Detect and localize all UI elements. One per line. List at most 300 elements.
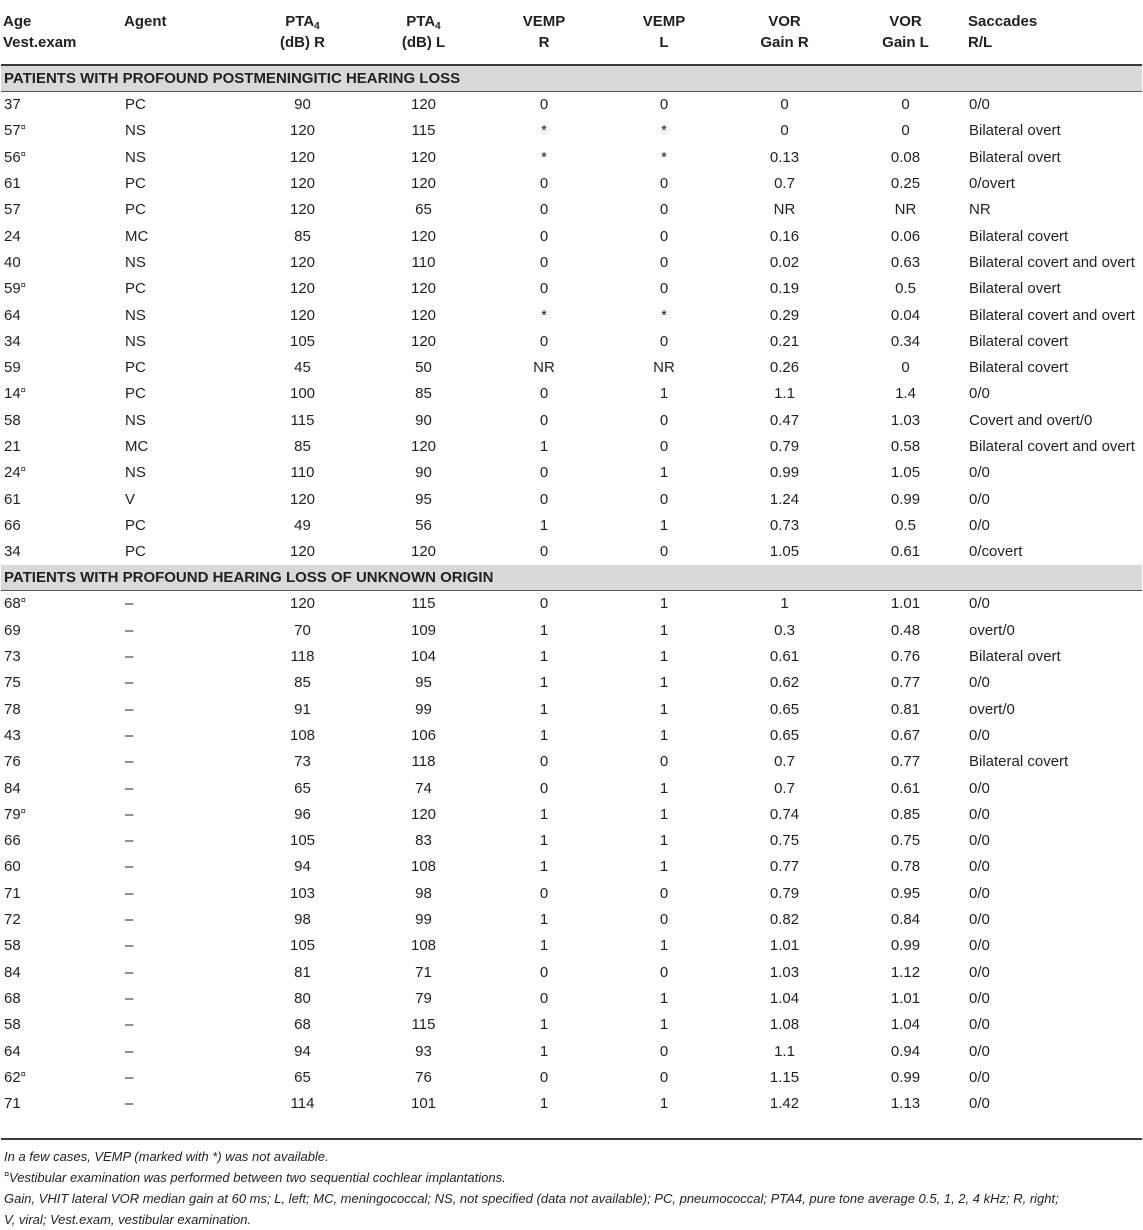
table-row: [1, 907, 1142, 933]
cell-saccades: 0/0: [969, 674, 990, 692]
table-row: [1, 329, 1142, 355]
cell-vemp-r: 0: [539, 280, 549, 298]
cell-vor-gain-r: NR: [773, 201, 796, 219]
cell-vemp-l: 1: [659, 805, 669, 823]
cell-vemp-l: 0: [659, 332, 669, 350]
cell-saccades: 0/0: [969, 884, 990, 902]
cell-vemp-l: 1: [659, 937, 669, 955]
cell-vemp-l: 1: [659, 700, 669, 718]
cell-age: 58: [4, 1016, 21, 1034]
cell-pta-r: 120: [289, 306, 316, 324]
cell-age: 71: [4, 1095, 21, 1113]
section-title: PATIENTS WITH PROFOUND POSTMENINGITIC HEARING LOSS: [1, 65, 1142, 92]
cell-pta-r: 65: [294, 779, 311, 797]
cell-age: 58: [4, 411, 21, 429]
cell-pta-l: 106: [410, 726, 437, 744]
implantation-marker: ¤: [20, 148, 26, 159]
cell-vemp-r: 1: [539, 832, 549, 850]
cell-vemp-r: 0: [539, 201, 549, 219]
table-row: [1, 1038, 1142, 1064]
cell-age: 59: [4, 359, 21, 377]
cell-pta-r: 49: [294, 516, 311, 534]
cell-age: 56¤: [4, 148, 26, 166]
cell-agent: NS: [125, 148, 146, 166]
cell-vemp-l: 1: [659, 385, 669, 403]
cell-vor-gain-r: 0.65: [769, 726, 800, 744]
cell-agent: NS: [125, 411, 146, 429]
table-row: [1, 670, 1142, 696]
table-row: [1, 591, 1142, 618]
cell-vemp-l: 1: [659, 779, 669, 797]
cell-vemp-r: 1: [539, 937, 549, 955]
cell-vor-gain-l: 0.99: [890, 937, 921, 955]
implantation-marker: ¤: [20, 280, 26, 291]
cell-vemp-r: 0: [539, 543, 549, 561]
table-row: [1, 881, 1142, 907]
cell-agent: –: [125, 805, 134, 823]
cell-pta-r: 98: [294, 911, 311, 929]
cell-saccades: Bilateral covert: [969, 359, 1069, 377]
cell-pta-l: 120: [410, 148, 437, 166]
cell-pta-l: 115: [411, 1016, 436, 1034]
cell-vemp-r: 0: [539, 1068, 549, 1086]
cell-pta-l: 108: [410, 858, 437, 876]
cell-vor-gain-l: 0.06: [890, 227, 921, 245]
header-saccades: Saccades R/L: [966, 0, 1142, 65]
cell-vor-gain-l: 0.78: [890, 858, 921, 876]
cell-vemp-r: 1: [539, 858, 549, 876]
section-header-row: [1, 65, 1142, 92]
cell-age: 73: [4, 648, 21, 666]
header-row: [1, 0, 1142, 65]
cell-vemp-l: 1: [659, 858, 669, 876]
cell-vemp-l: 1: [659, 832, 669, 850]
cell-vemp-l: 1: [659, 621, 669, 639]
cell-agent: –: [125, 753, 134, 771]
cell-age: 84: [4, 963, 21, 981]
cell-pta-l: 104: [410, 648, 437, 666]
table-row: [1, 828, 1142, 854]
cell-agent: –: [125, 858, 134, 876]
cell-vor-gain-r: 1.1: [774, 385, 795, 403]
cell-pta-l: 56: [415, 516, 432, 534]
cell-pta-r: 120: [289, 253, 316, 271]
cell-vemp-l: 0: [659, 280, 669, 298]
table-row: [1, 749, 1142, 775]
cell-vemp-r: 0: [539, 490, 549, 508]
cell-vemp-l: 0: [659, 253, 669, 271]
cell-vor-gain-r: 0.65: [769, 700, 800, 718]
cell-pta-r: 80: [294, 989, 311, 1007]
cell-vor-gain-l: 0: [901, 359, 910, 377]
cell-vor-gain-r: 0.73: [769, 516, 800, 534]
cell-pta-r: 81: [294, 963, 311, 981]
cell-pta-l: 120: [410, 438, 437, 455]
cell-pta-r: 108: [289, 726, 316, 744]
cell-vor-gain-r: 1.04: [769, 989, 800, 1007]
header-agent: Agent: [122, 0, 242, 65]
cell-saccades: 0/0: [969, 516, 990, 534]
cell-vemp-r: 0: [539, 96, 549, 114]
cell-vor-gain-l: 1.01: [890, 989, 921, 1007]
cell-vor-gain-r: 0.21: [769, 332, 800, 350]
cell-pta-l: 98: [415, 884, 432, 902]
cell-vemp-l: 0: [659, 490, 669, 508]
cell-saccades: NR: [969, 201, 991, 219]
cell-pta-r: 103: [289, 884, 316, 902]
cell-vemp-r: 0: [539, 227, 549, 245]
cell-vemp-l: 0: [659, 1042, 669, 1060]
cell-pta-l: 120: [410, 332, 437, 350]
cell-pta-l: 110: [411, 253, 436, 271]
cell-pta-r: 85: [294, 674, 311, 692]
cell-pta-r: 105: [289, 332, 316, 350]
cell-vemp-r: 0: [539, 464, 549, 482]
cell-pta-r: 90: [294, 96, 311, 114]
cell-pta-r: 96: [294, 805, 311, 823]
table-footnotes: [4, 1146, 1140, 1230]
footnote-abbreviations-cont: V, viral; Vest.exam, vestibular examination.: [4, 1212, 252, 1227]
cell-agent: –: [125, 595, 134, 613]
cell-pta-l: 120: [410, 280, 437, 298]
header-vor-gain-r: VOR Gain R: [724, 0, 845, 65]
cell-age: 75: [4, 674, 21, 692]
cell-age: 40: [4, 253, 21, 271]
cell-saccades: 0/0: [969, 490, 990, 508]
cell-pta-r: 94: [294, 858, 311, 876]
footnote-implantation: ¤Vestibular examination was performed between two sequential cochlear implantations.: [4, 1169, 506, 1185]
cell-pta-r: 114: [290, 1095, 315, 1113]
cell-saccades: 0/0: [969, 464, 990, 482]
cell-vemp-l: *: [661, 306, 667, 324]
cell-vor-gain-l: 0.85: [890, 805, 921, 823]
cell-vemp-l: *: [661, 148, 667, 166]
cell-vor-gain-l: 1.13: [890, 1095, 921, 1113]
cell-agent: –: [125, 700, 134, 718]
cell-age: 24: [4, 227, 21, 245]
cell-vor-gain-l: 0.48: [890, 621, 921, 639]
cell-pta-l: 50: [415, 359, 432, 377]
cell-saccades: 0/0: [969, 1095, 990, 1113]
cell-saccades: 0/0: [969, 937, 990, 955]
cell-pta-l: 120: [410, 96, 437, 114]
cell-vemp-r: 0: [539, 779, 549, 797]
cell-agent: MC: [125, 438, 149, 455]
cell-vor-gain-l: 0.77: [890, 753, 921, 771]
cell-pta-l: 65: [415, 201, 432, 219]
cell-saccades: Bilateral covert: [969, 227, 1069, 245]
table-row: [1, 933, 1142, 959]
cell-vemp-l: 0: [659, 884, 669, 902]
cell-vor-gain-r: 1.42: [769, 1095, 800, 1113]
cell-agent: PC: [125, 96, 146, 114]
cell-vor-gain-l: 1.01: [890, 595, 921, 613]
cell-agent: NS: [125, 253, 146, 271]
cell-agent: PC: [125, 280, 146, 298]
cell-vor-gain-r: 0.47: [769, 411, 800, 429]
cell-vor-gain-l: 0.94: [890, 1042, 921, 1060]
cell-agent: –: [125, 674, 134, 692]
cell-vemp-r: 0: [539, 253, 549, 271]
table-row: [1, 618, 1142, 644]
cell-vemp-r: 1: [539, 911, 549, 929]
cell-vemp-r: 1: [539, 648, 549, 666]
table-row: [1, 1065, 1142, 1091]
cell-age: 61: [4, 175, 21, 193]
table-row: [1, 960, 1142, 986]
cell-pta-r: 85: [294, 227, 311, 245]
cell-vor-gain-r: 0.26: [769, 359, 800, 377]
header-pta-l: $PTA_4$ (dB) L: [363, 0, 484, 65]
cell-saccades: Covert and overt/0: [969, 411, 1093, 429]
cell-vor-gain-l: 0.75: [890, 832, 921, 850]
cell-vemp-r: 1: [539, 674, 549, 692]
table-row: [1, 460, 1142, 486]
header-pta-r: $PTA_4$ (dB) R: [242, 0, 363, 65]
cell-pta-r: 120: [289, 201, 316, 219]
cell-agent: –: [125, 621, 134, 639]
cell-pta-r: 94: [294, 1042, 311, 1060]
cell-age: 34: [4, 332, 21, 350]
cell-saccades: 0/0: [969, 1042, 990, 1060]
cell-vemp-r: *: [541, 306, 547, 324]
cell-vor-gain-r: 1.1: [774, 1042, 795, 1060]
footnote-abbreviations: Gain, VHIT lateral VOR median gain at 60 ms; L, left; MC, meningococcal; NS, not specified (data not available); PC, pneumococcal; PTA4, pure tone average 0.5, 1, 2, 4 kHz; R, right;: [4, 1191, 1059, 1206]
cell-vor-gain-r: 0.61: [769, 648, 800, 666]
cell-agent: PC: [125, 201, 146, 219]
cell-vemp-r: 1: [539, 1016, 549, 1034]
cell-pta-r: 70: [294, 621, 311, 639]
cell-pta-r: 120: [289, 595, 316, 613]
cell-vor-gain-r: 0.74: [769, 805, 800, 823]
cell-saccades: 0/0: [969, 963, 990, 981]
table-row: [1, 145, 1142, 171]
cell-vemp-l: 1: [659, 1016, 669, 1034]
cell-vemp-r: 0: [539, 411, 549, 429]
table-body: [1, 65, 1142, 1117]
cell-saccades: 0/0: [969, 96, 990, 114]
cell-vor-gain-r: 0.7: [774, 779, 795, 797]
cell-agent: –: [125, 726, 134, 744]
table-row: [1, 986, 1142, 1012]
table-row: [1, 434, 1142, 460]
cell-saccades: 0/0: [969, 989, 990, 1007]
table-row: [1, 408, 1142, 434]
table-row: [1, 92, 1142, 119]
cell-vemp-r: *: [541, 148, 547, 166]
cell-vor-gain-r: 1: [780, 595, 789, 613]
implantation-marker: ¤: [20, 805, 26, 816]
cell-vemp-l: *: [661, 122, 667, 140]
table-row: [1, 513, 1142, 539]
cell-pta-r: 120: [289, 175, 316, 193]
cell-vor-gain-l: 0.25: [890, 175, 921, 193]
cell-vor-gain-r: 0.29: [769, 306, 800, 324]
cell-age: 66: [4, 516, 21, 534]
cell-vemp-r: 1: [539, 726, 549, 744]
cell-agent: PC: [125, 175, 146, 193]
table-row: [1, 118, 1142, 144]
header-vemp-r: VEMP R: [484, 0, 604, 65]
cell-vor-gain-l: 1.03: [890, 411, 921, 429]
cell-pta-r: 120: [289, 543, 316, 561]
cell-vemp-l: NR: [653, 359, 675, 377]
cell-vor-gain-r: 0.79: [769, 438, 800, 455]
cell-pta-l: 74: [415, 779, 432, 797]
cell-age: 43: [4, 726, 21, 744]
cell-age: 66: [4, 832, 21, 850]
cell-pta-l: 120: [410, 543, 437, 561]
cell-pta-l: 120: [410, 227, 437, 245]
table-row: [1, 539, 1142, 565]
cell-saccades: Bilateral covert: [969, 332, 1069, 350]
cell-vor-gain-l: 1.4: [895, 385, 916, 403]
cell-pta-l: 83: [415, 832, 432, 850]
cell-pta-r: 120: [289, 280, 316, 298]
cell-pta-l: 95: [415, 674, 432, 692]
cell-agent: –: [125, 937, 134, 955]
cell-pta-l: 120: [410, 175, 437, 193]
table-row: [1, 854, 1142, 880]
cell-vor-gain-r: 0: [780, 96, 789, 114]
cell-age: 61: [4, 490, 21, 508]
cell-vemp-l: 0: [659, 1068, 669, 1086]
cell-vemp-l: 1: [659, 648, 669, 666]
cell-vemp-r: 0: [539, 385, 549, 403]
cell-vor-gain-r: 1.08: [769, 1016, 800, 1034]
cell-saccades: 0/0: [969, 779, 990, 797]
cell-age: 37: [4, 96, 21, 114]
cell-vemp-r: 0: [539, 753, 549, 771]
cell-vemp-l: 0: [659, 411, 669, 429]
table-row: [1, 644, 1142, 670]
cell-agent: –: [125, 1042, 134, 1060]
cell-vor-gain-l: 0.63: [890, 253, 921, 271]
cell-saccades: Bilateral covert and overt: [969, 306, 1135, 324]
cell-vemp-r: 1: [539, 805, 549, 823]
cell-pta-r: 91: [294, 700, 311, 718]
cell-vor-gain-l: 0.58: [890, 438, 921, 455]
cell-age: 24¤: [4, 464, 26, 482]
cell-age: 68¤: [4, 595, 26, 613]
header-vemp-l: VEMP L: [604, 0, 724, 65]
cell-pta-r: 85: [294, 438, 311, 455]
cell-vemp-l: 1: [659, 726, 669, 744]
cell-vemp-r: 0: [539, 989, 549, 1007]
cell-agent: PC: [125, 359, 146, 377]
table-row: [1, 1091, 1142, 1117]
cell-vemp-l: 0: [659, 543, 669, 561]
cell-pta-l: 109: [410, 621, 437, 639]
implantation-marker: ¤: [20, 595, 26, 606]
cell-vemp-l: 0: [659, 175, 669, 193]
cell-pta-l: 120: [410, 805, 437, 823]
cell-vemp-r: 0: [539, 963, 549, 981]
cell-vor-gain-r: 1.24: [769, 490, 800, 508]
cell-pta-r: 68: [294, 1016, 311, 1034]
header-age: Age Vest.exam: [1, 0, 122, 65]
cell-age: 57: [4, 201, 21, 219]
table-header: [1, 0, 1142, 65]
table-row: [1, 1012, 1142, 1038]
cell-saccades: overt/0: [969, 700, 1015, 718]
cell-agent: PC: [125, 543, 146, 561]
implantation-marker: ¤: [20, 122, 26, 133]
cell-age: 62¤: [4, 1068, 26, 1086]
cell-vemp-l: 1: [659, 464, 669, 482]
cell-vemp-r: 1: [539, 438, 549, 455]
cell-vor-gain-r: 0: [780, 122, 789, 140]
cell-agent: V: [125, 490, 136, 508]
cell-pta-l: 93: [415, 1042, 432, 1060]
cell-pta-r: 115: [290, 411, 315, 429]
cell-pta-r: 73: [294, 753, 311, 771]
cell-vemp-r: NR: [533, 359, 555, 377]
cell-age: 76: [4, 753, 21, 771]
cell-saccades: 0/0: [969, 805, 990, 823]
cell-saccades: 0/covert: [969, 543, 1023, 561]
cell-age: 69: [4, 621, 21, 639]
cell-vor-gain-l: 0.04: [890, 306, 921, 324]
cell-vemp-r: 0: [539, 332, 549, 350]
cell-pta-r: 65: [294, 1068, 311, 1086]
cell-vor-gain-l: 0.61: [890, 779, 921, 797]
cell-saccades: 0/0: [969, 1016, 990, 1034]
cell-vemp-l: 1: [659, 989, 669, 1007]
cell-saccades: Bilateral overt: [969, 148, 1061, 166]
cell-agent: –: [125, 779, 134, 797]
cell-vor-gain-r: 0.3: [774, 621, 795, 639]
cell-vor-gain-l: 0.67: [890, 726, 921, 744]
cell-pta-r: 118: [290, 648, 315, 666]
cell-age: 68: [4, 989, 21, 1007]
cell-vor-gain-l: 0.61: [890, 543, 921, 561]
header-vor-gain-l: VOR Gain L: [845, 0, 966, 65]
cell-pta-l: 118: [411, 753, 436, 771]
cell-pta-l: 101: [410, 1095, 437, 1113]
cell-age: 57¤: [4, 122, 26, 140]
cell-pta-l: 90: [415, 411, 432, 429]
cell-pta-l: 108: [410, 937, 437, 955]
footnote-vemp: In a few cases, VEMP (marked with *) was not available.: [4, 1149, 329, 1164]
table-row: [1, 250, 1142, 276]
cell-pta-l: 76: [415, 1068, 432, 1086]
cell-vemp-r: 0: [539, 884, 549, 902]
implantation-marker: ¤: [20, 1068, 26, 1079]
cell-agent: NS: [125, 332, 146, 350]
table-row: [1, 775, 1142, 801]
cell-saccades: Bilateral covert and overt: [969, 253, 1135, 271]
cell-vor-gain-l: 1.12: [890, 963, 921, 981]
cell-vemp-r: 0: [539, 175, 549, 193]
cell-age: 59¤: [4, 280, 26, 298]
cell-vor-gain-r: 1.01: [769, 937, 800, 955]
table-row: [1, 486, 1142, 512]
cell-saccades: 0/0: [969, 832, 990, 850]
cell-pta-r: 120: [289, 122, 316, 140]
cell-vor-gain-r: 0.19: [769, 280, 800, 298]
cell-age: 84: [4, 779, 21, 797]
cell-saccades: 0/0: [969, 911, 990, 929]
cell-saccades: Bilateral covert and overt: [969, 438, 1135, 455]
cell-pta-l: 115: [411, 122, 436, 140]
cell-age: 64: [4, 1042, 21, 1060]
section-header-row: [1, 565, 1142, 591]
cell-vor-gain-l: 0: [901, 122, 910, 140]
cell-vor-gain-l: 0.34: [890, 332, 921, 350]
cell-vor-gain-l: 0.77: [890, 674, 921, 692]
cell-pta-l: 99: [415, 911, 432, 929]
